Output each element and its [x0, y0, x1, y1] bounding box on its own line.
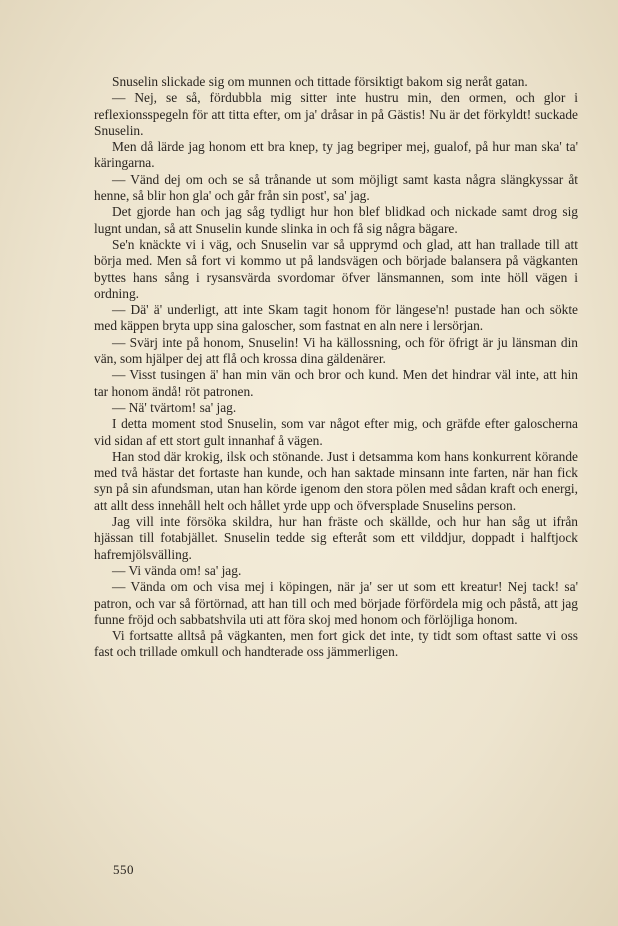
paragraph: Jag vill inte försöka skildra, hur han fräste och skällde, och hur han såg ut ifrån hjässan till fotabjället. Snuselin tedde sig efteråt som ett vilddjur, doppadt i halftjock hafremjölsvälling. — [94, 514, 578, 562]
body-text — [94, 74, 578, 661]
paragraph: Han stod där krokig, ilsk och stönande. Just i detsamma kom hans konkurrent körande med två hästar det fortaste han kunde, och han saktade minsann inte farten, när han fick syn på sin afundsman, utan han körde igenom den stora pölen med sådan kraft och energi, att allt dess innehåll helt och hållet yrde upp och öfversplade Snuselins person. — [94, 448, 578, 513]
paragraph: I detta moment stod Snuselin, som var något efter mig, och gräfde efter galoscherna vid sidan af ett stort gult innanhaf å vägen. — [94, 416, 578, 448]
paragraph: Vi fortsatte alltså på vägkanten, men fort gick det inte, ty tidt som oftast satte vi oss fast och trillade omkull och handterade oss jämmerligen. — [94, 628, 578, 660]
paragraph: Snuselin slickade sig om munnen och tittade försiktigt bakom sig neråt gatan. — [112, 74, 528, 89]
paragraph: — Vi vända om! sa' jag. — [112, 562, 242, 578]
paragraph: — Visst tusingen ä' han min vän och bror och kund. Men det hindrar väl inte, att hin tar honom ändå! röt patronen. — [94, 367, 578, 399]
paragraph: — Vänd dej om och se så trånande ut som möjligt samt kasta några slängkyssar åt henne, så blir hon gla' och går från sin post', sa' jag. — [94, 171, 578, 204]
paragraph: — Dä' ä' underligt, att inte Skam tagit honom för längese'n! pustade han och sökte med käppen bryta upp sina galoscher, som fastnat en aln nere i lersörjan. — [94, 302, 578, 334]
paragraph: — Svärj inte på honom, Snuselin! Vi ha källossning, och för öfrigt är ju länsman din vän, som hjälper dej att flå och krossa dina gäldenärer. — [94, 334, 578, 367]
paragraph: — Nä' tvärtom! sa' jag. — [112, 399, 237, 415]
page-number: 550 — [113, 862, 134, 877]
paragraph: Det gjorde han och jag såg tydligt hur hon blef blidkad och nickade samt drog sig lugnt undan, så att Snuselin kunde slinka in och få sig några bägare. — [94, 204, 578, 236]
paragraph: Se'n knäckte vi i väg, och Snuselin var så upprymd och glad, att han trallade till att börja med. Men så fort vi kommo ut på landsvägen och började balansera på vägkanten byttes hans sång i rysansvärda svordomar öfver länsmannen, som inte höll vägen i ordning. — [94, 236, 578, 301]
paragraph: — Vända om och visa mej i köpingen, när ja' ser ut som ett kreatur! Nej tack! sa' patron, och var så förtörnad, att han till och med började förfördela mig och påstå, att jag funne fröjd och sabbatshvila uti att föra skoj med honom och förlöjliga honom. — [94, 579, 578, 627]
paragraph: Men då lärde jag honom ett bra knep, ty jag begriper mej, gualof, på hur man ska' ta' käringarna. — [94, 139, 578, 171]
paragraph: — Nej, se så, fördubbla mig sitter inte hustru min, den ormen, och glor i reflexionsspegeln för att titta efter, om ja' dråsar in på Gästis! Nu är det förkyldt! suckade Snuselin. — [94, 90, 578, 138]
